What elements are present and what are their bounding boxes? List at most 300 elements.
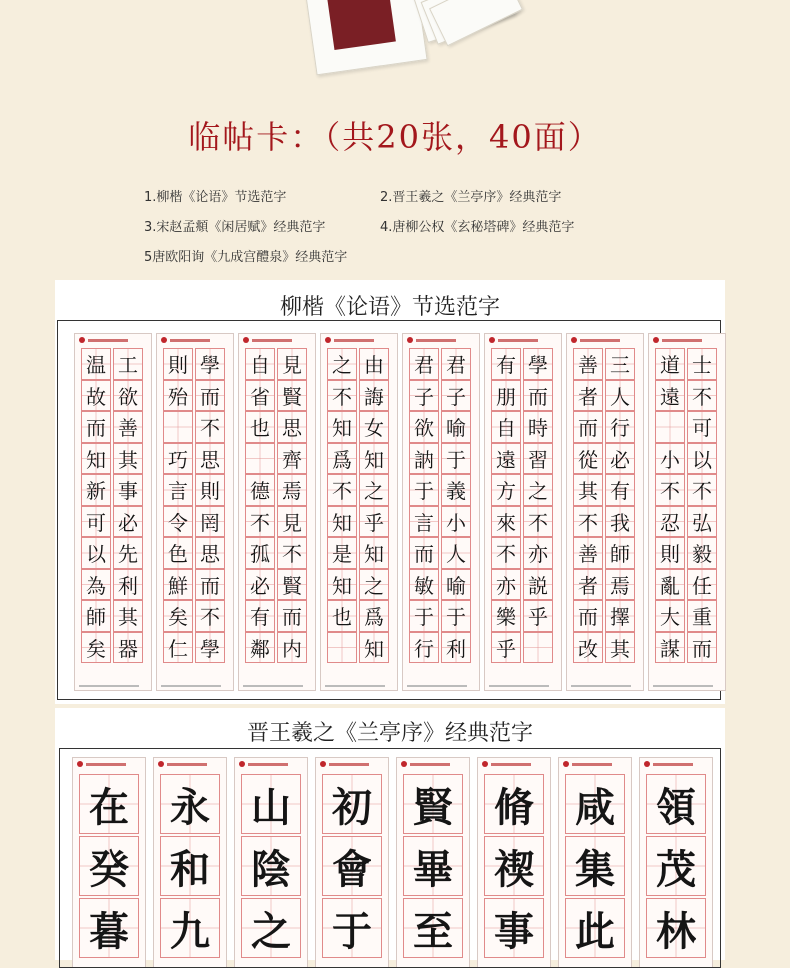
character-cell (195, 348, 225, 380)
character-cell (322, 898, 382, 958)
character: 于 (332, 907, 372, 955)
character: 知 (332, 510, 352, 535)
card-header-text (334, 339, 374, 342)
character: 而 (200, 384, 220, 409)
character: 賢 (282, 573, 302, 598)
character: 善 (578, 353, 598, 378)
character: 言 (168, 479, 188, 504)
character-cell (573, 569, 603, 601)
character: 欲 (118, 384, 138, 409)
character: 不 (332, 384, 352, 409)
practice-card (153, 757, 227, 968)
character: 知 (332, 416, 352, 441)
character: 擇 (610, 605, 630, 630)
character-cell (322, 836, 382, 896)
character-cell (687, 632, 717, 664)
character-cell (113, 600, 143, 632)
character-cell (605, 537, 635, 569)
character: 小 (660, 447, 680, 472)
character: 不 (528, 510, 548, 535)
character-cell (327, 506, 357, 538)
character-cell (523, 411, 553, 443)
character: 色 (168, 542, 188, 567)
card-header-text (498, 339, 538, 342)
character-cell (441, 506, 471, 538)
character: 而 (578, 605, 598, 630)
brand-logo-icon (407, 337, 413, 343)
character-cell (277, 380, 307, 412)
practice-card (477, 757, 551, 968)
character: 則 (660, 542, 680, 567)
character-cell (163, 632, 193, 664)
character: 思 (282, 416, 302, 441)
card-footer-text (571, 685, 631, 687)
character-cell (441, 348, 471, 380)
character-cell (245, 474, 275, 506)
character: 永 (170, 783, 210, 831)
character-cell (605, 348, 635, 380)
character: 令 (168, 510, 188, 535)
practice-card (320, 333, 398, 691)
character: 者 (578, 384, 598, 409)
practice-card (315, 757, 389, 968)
character-cell (646, 898, 706, 958)
character: 内 (282, 636, 302, 661)
character-cell (245, 537, 275, 569)
character: 之 (332, 353, 352, 378)
character: 亦 (496, 573, 516, 598)
character-cell (81, 411, 111, 443)
character: 不 (250, 510, 270, 535)
card-header-text (167, 763, 207, 766)
character: 以 (692, 447, 712, 472)
character-cell (113, 348, 143, 380)
brand-logo-icon (161, 337, 167, 343)
character: 矣 (168, 605, 188, 630)
character-cell (195, 474, 225, 506)
character-cell (195, 537, 225, 569)
character-cell (409, 474, 439, 506)
character: 小 (446, 510, 466, 535)
character-cell (441, 443, 471, 475)
character-cell (573, 443, 603, 475)
character: 敏 (414, 573, 434, 598)
character: 之 (364, 479, 384, 504)
character: 事 (118, 479, 138, 504)
card-header-text (572, 763, 612, 766)
character-cell (441, 632, 471, 664)
character-cell (409, 537, 439, 569)
character: 由 (364, 353, 384, 378)
practice-card (566, 333, 644, 691)
character-cell (241, 774, 301, 834)
character: 子 (414, 384, 434, 409)
character: 九 (170, 907, 210, 955)
character-cell (655, 569, 685, 601)
character-cell (484, 898, 544, 958)
character: 義 (446, 479, 466, 504)
character: 自 (250, 353, 270, 378)
character-cell (655, 380, 685, 412)
character-cell (245, 380, 275, 412)
character: 林 (656, 907, 696, 955)
character: 爲 (364, 605, 384, 630)
liu-kai-panel (55, 280, 725, 704)
character: 知 (364, 636, 384, 661)
character-cell (687, 506, 717, 538)
character: 于 (414, 479, 434, 504)
character: 有 (610, 479, 630, 504)
character: 可 (86, 510, 106, 535)
character-cell (359, 506, 389, 538)
character: 故 (86, 384, 106, 409)
character: 不 (282, 542, 302, 567)
card-header-text (252, 339, 292, 342)
character-cell (327, 537, 357, 569)
character-cell (359, 348, 389, 380)
character-cell (491, 348, 521, 380)
character-cell (655, 443, 685, 475)
character-cell (277, 443, 307, 475)
character-cell (113, 411, 143, 443)
brand-logo-icon (239, 761, 245, 767)
character: 必 (610, 447, 630, 472)
character: 遠 (496, 447, 516, 472)
character-cell (491, 506, 521, 538)
character: 乎 (528, 605, 548, 630)
character-cell (646, 836, 706, 896)
card-footer-text (407, 685, 467, 687)
character-cell (605, 569, 635, 601)
character: 則 (168, 353, 188, 378)
character: 不 (200, 416, 220, 441)
character-cell (441, 411, 471, 443)
card-header-text (410, 763, 450, 766)
character: 其 (118, 447, 138, 472)
character-cell (523, 537, 553, 569)
card-header-logo (79, 337, 143, 345)
card-header-logo (239, 761, 303, 769)
card-header-logo (320, 761, 384, 769)
practice-card (234, 757, 308, 968)
character: 見 (282, 353, 302, 378)
character: 説 (528, 573, 548, 598)
character: 賢 (282, 384, 302, 409)
character: 也 (332, 605, 352, 630)
character: 三 (610, 353, 630, 378)
character-cell (409, 380, 439, 412)
character: 思 (200, 447, 220, 472)
brand-logo-icon (653, 337, 659, 343)
card-header-text (170, 339, 210, 342)
character-cell (245, 411, 275, 443)
practice-card (72, 757, 146, 968)
character: 亦 (528, 542, 548, 567)
character-cell (523, 380, 553, 412)
character: 遠 (660, 384, 680, 409)
card-header-text (329, 763, 369, 766)
character-cell (163, 380, 193, 412)
practice-card (648, 333, 726, 691)
character: 子 (446, 384, 466, 409)
character-cell (484, 774, 544, 834)
character-cell (403, 898, 463, 958)
brand-logo-icon (571, 337, 577, 343)
card-footer-text (79, 685, 139, 687)
character: 茂 (656, 845, 696, 893)
character-cell (605, 443, 635, 475)
character: 其 (610, 636, 630, 661)
character: 癸 (89, 845, 129, 893)
character-cell (113, 380, 143, 412)
character: 學 (200, 353, 220, 378)
character-cell (605, 380, 635, 412)
character: 先 (118, 542, 138, 567)
character: 誨 (364, 384, 384, 409)
character-cell (81, 348, 111, 380)
character-cell (687, 600, 717, 632)
character: 而 (692, 636, 712, 661)
character-cell (523, 506, 553, 538)
brand-logo-icon (320, 761, 326, 767)
character: 見 (282, 510, 302, 535)
character: 樂 (496, 605, 516, 630)
character-cell (441, 537, 471, 569)
character: 君 (446, 353, 466, 378)
character: 不 (332, 479, 352, 504)
character-cell (523, 600, 553, 632)
character: 必 (118, 510, 138, 535)
character: 不 (692, 479, 712, 504)
character-cell (523, 443, 553, 475)
character-cell (163, 411, 193, 443)
cards-frame (57, 320, 721, 700)
character-cell (81, 380, 111, 412)
character: 在 (89, 783, 129, 831)
cards-frame (59, 748, 721, 968)
character-cell (359, 569, 389, 601)
character: 者 (578, 573, 598, 598)
practice-card (402, 333, 480, 691)
brand-logo-icon (489, 337, 495, 343)
character: 新 (86, 479, 106, 504)
character-cell (655, 537, 685, 569)
character-cell (113, 506, 143, 538)
character-cell (241, 836, 301, 896)
character-cell (573, 411, 603, 443)
character-cell (687, 474, 717, 506)
character: 焉 (282, 479, 302, 504)
character-cell (327, 380, 357, 412)
character: 人 (446, 542, 466, 567)
card-header-logo (158, 761, 222, 769)
character-cell (81, 600, 111, 632)
lanting-panel (55, 708, 725, 960)
brand-logo-icon (644, 761, 650, 767)
card-header-logo (401, 761, 465, 769)
page-title: 临帖卡：（共20张，40面） (188, 118, 602, 156)
character: 欲 (414, 416, 434, 441)
character: 初 (332, 783, 372, 831)
character: 鄰 (250, 636, 270, 661)
character: 不 (200, 605, 220, 630)
card-header-text (86, 763, 126, 766)
character-cell (195, 411, 225, 443)
character-cell (160, 836, 220, 896)
character: 不 (496, 542, 516, 567)
character: 而 (86, 416, 106, 441)
character: 而 (200, 573, 220, 598)
card-header-logo (407, 337, 471, 345)
character-cell (491, 537, 521, 569)
character-cell (79, 774, 139, 834)
character: 習 (528, 447, 548, 472)
character: 其 (118, 605, 138, 630)
character-cell (113, 474, 143, 506)
card-header-text (248, 763, 288, 766)
card-header-text (653, 763, 693, 766)
character: 忍 (660, 510, 680, 535)
character-cell (573, 380, 603, 412)
character-cell (81, 474, 111, 506)
character: 罔 (200, 510, 220, 535)
card-header-logo (325, 337, 389, 345)
character-cell (409, 632, 439, 664)
character: 不 (660, 479, 680, 504)
character: 之 (528, 479, 548, 504)
character: 毅 (692, 542, 712, 567)
character: 自 (496, 416, 516, 441)
brand-logo-icon (79, 337, 85, 343)
card-footer-text (489, 685, 549, 687)
character-cell (245, 348, 275, 380)
character: 之 (251, 907, 291, 955)
character-cell (655, 506, 685, 538)
character-cell (163, 569, 193, 601)
character: 利 (446, 636, 466, 661)
character: 改 (578, 636, 598, 661)
character: 焉 (610, 573, 630, 598)
character-cell (605, 632, 635, 664)
character: 以 (86, 542, 106, 567)
character-cell (277, 600, 307, 632)
card-header-text (491, 763, 531, 766)
character-cell (359, 632, 389, 664)
character: 暮 (89, 907, 129, 955)
character: 知 (364, 447, 384, 472)
character-cell (409, 569, 439, 601)
brand-logo-icon (482, 761, 488, 767)
practice-card (639, 757, 713, 968)
character-cell (245, 600, 275, 632)
character-cell (441, 474, 471, 506)
character-cell (359, 411, 389, 443)
card-header-logo (571, 337, 635, 345)
character: 而 (528, 384, 548, 409)
character: 而 (578, 416, 598, 441)
character: 賢 (413, 783, 453, 831)
character: 鮮 (168, 573, 188, 598)
character: 此 (575, 907, 615, 955)
character: 乎 (364, 510, 384, 535)
brand-logo-icon (401, 761, 407, 767)
character-cell (655, 600, 685, 632)
character-cell (327, 600, 357, 632)
character: 巧 (168, 447, 188, 472)
character-cell (403, 774, 463, 834)
character: 脩 (494, 783, 534, 831)
character-cell (245, 569, 275, 601)
character-cell (327, 411, 357, 443)
card-header-logo (243, 337, 307, 345)
character-cell (491, 474, 521, 506)
character: 重 (692, 605, 712, 630)
character-cell (655, 348, 685, 380)
character-cell (160, 898, 220, 958)
character-cell (605, 411, 635, 443)
character: 善 (118, 416, 138, 441)
character-cell (277, 632, 307, 664)
character: 事 (494, 907, 534, 955)
character-cell (687, 348, 717, 380)
character-cell (241, 898, 301, 958)
character: 至 (413, 907, 453, 955)
character-cell (277, 537, 307, 569)
character-cell (491, 632, 521, 664)
list-item: 2.晋王羲之《兰亭序》经典范字 (380, 190, 562, 205)
list-item: 1.柳楷《论语》节选范字 (144, 190, 287, 205)
character-cell (409, 348, 439, 380)
character-cell (163, 474, 193, 506)
character-cell (491, 600, 521, 632)
character-cell (113, 569, 143, 601)
character: 禊 (494, 845, 534, 893)
character: 于 (446, 605, 466, 630)
character: 女 (364, 416, 384, 441)
character: 喻 (446, 416, 466, 441)
character-cell (79, 898, 139, 958)
character: 知 (332, 573, 352, 598)
character: 是 (332, 542, 352, 567)
character-cell (113, 443, 143, 475)
character-cell (81, 443, 111, 475)
character-cell (687, 443, 717, 475)
character: 知 (364, 542, 384, 567)
character: 學 (528, 353, 548, 378)
card-footer-text (325, 685, 385, 687)
character-cell (687, 569, 717, 601)
card-header-text (88, 339, 128, 342)
character-cell (277, 569, 307, 601)
character-cell (195, 569, 225, 601)
character-cell (573, 506, 603, 538)
card-header-text (580, 339, 620, 342)
character-cell (565, 898, 625, 958)
list-item: 3.宋赵孟頫《闲居赋》经典范字 (144, 220, 326, 235)
character-cell (484, 836, 544, 896)
character: 于 (446, 447, 466, 472)
character: 弘 (692, 510, 712, 535)
header-cards-image (300, 0, 530, 70)
card-footer-text (653, 685, 713, 687)
card-header-logo (161, 337, 225, 345)
character: 殆 (168, 384, 188, 409)
character: 則 (200, 479, 220, 504)
character: 領 (656, 783, 696, 831)
character-cell (687, 380, 717, 412)
character: 方 (496, 479, 516, 504)
character: 人 (610, 384, 630, 409)
